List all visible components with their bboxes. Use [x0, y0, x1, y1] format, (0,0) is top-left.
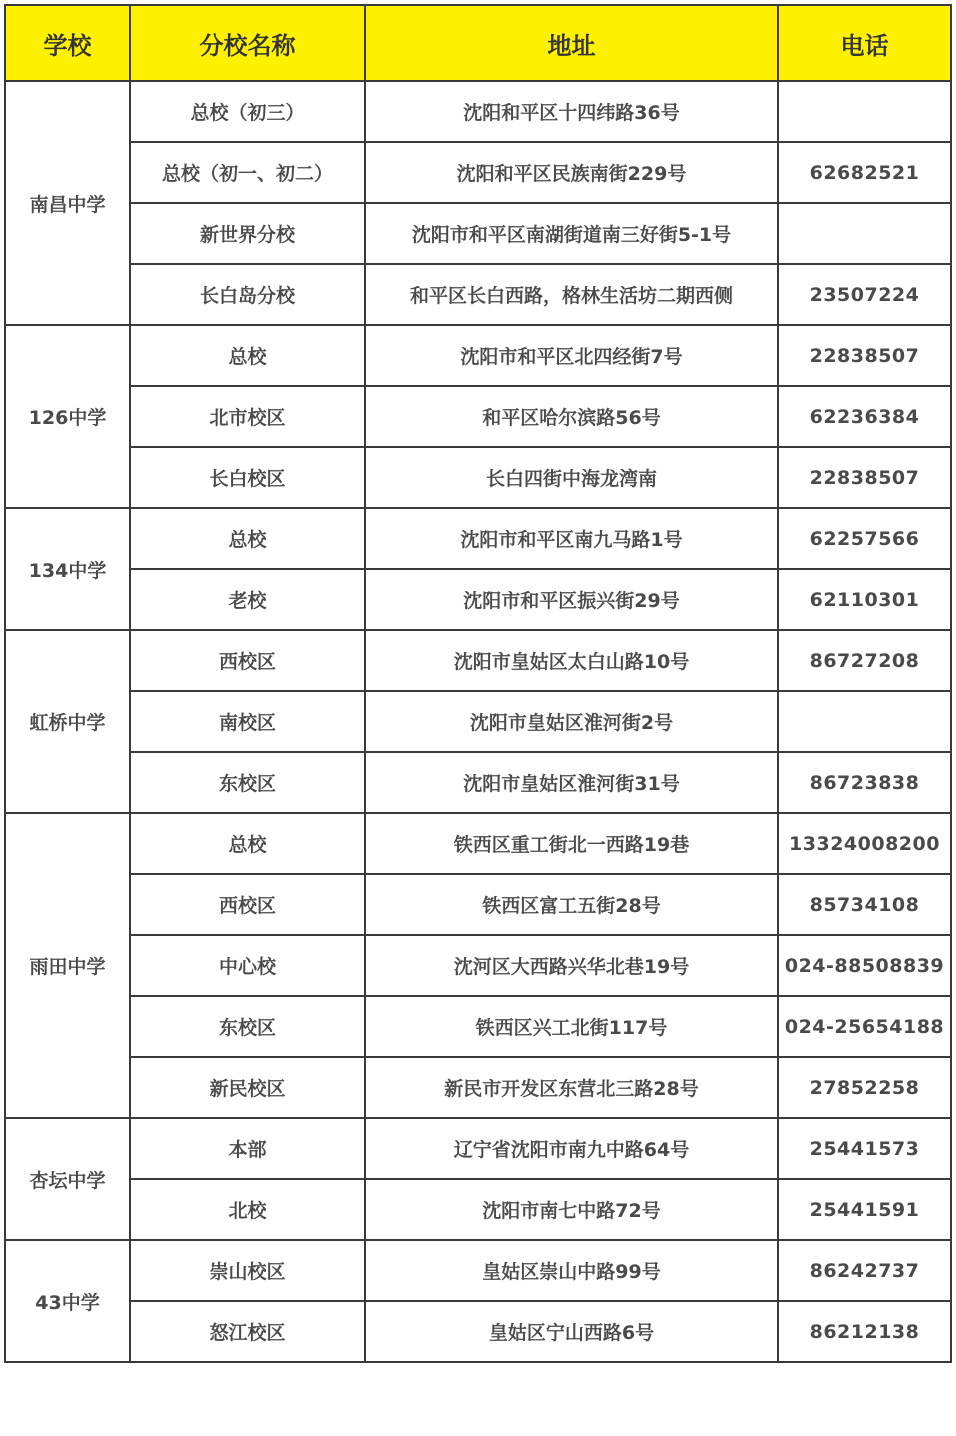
phone-cell — [778, 691, 951, 752]
phone-cell: 024-88508839 — [778, 935, 951, 996]
phone-cell: 86723838 — [778, 752, 951, 813]
branch-name-cell: 新世界分校 — [130, 203, 365, 264]
table-body — [5, 81, 951, 1362]
branch-name-cell: 北市校区 — [130, 386, 365, 447]
address-cell: 沈阳市和平区南九马路1号 — [365, 508, 778, 569]
branch-name-cell: 北校 — [130, 1179, 365, 1240]
phone-cell: 62257566 — [778, 508, 951, 569]
address-cell: 和平区哈尔滨路56号 — [365, 386, 778, 447]
branch-name-cell: 总校（初一、初二） — [130, 142, 365, 203]
branch-name-cell: 老校 — [130, 569, 365, 630]
school-name-cell: 虹桥中学 — [5, 630, 130, 813]
address-cell: 沈阳市皇姑区淮河街31号 — [365, 752, 778, 813]
branch-name-cell: 新民校区 — [130, 1057, 365, 1118]
address-cell: 皇姑区宁山西路6号 — [365, 1301, 778, 1362]
address-cell: 沈河区大西路兴华北巷19号 — [365, 935, 778, 996]
branch-name-cell: 东校区 — [130, 752, 365, 813]
table-row — [5, 752, 951, 813]
table-row — [5, 142, 951, 203]
address-cell: 沈阳和平区民族南街229号 — [365, 142, 778, 203]
address-cell: 铁西区兴工北街117号 — [365, 996, 778, 1057]
header-branch: 分校名称 — [130, 5, 365, 81]
school-name-cell: 134中学 — [5, 508, 130, 630]
phone-cell: 27852258 — [778, 1057, 951, 1118]
table-row — [5, 691, 951, 752]
table-row — [5, 874, 951, 935]
phone-cell — [778, 81, 951, 142]
table-row — [5, 508, 951, 569]
branch-name-cell: 总校 — [130, 813, 365, 874]
branch-name-cell: 长白校区 — [130, 447, 365, 508]
address-cell: 铁西区重工街北一西路19巷 — [365, 813, 778, 874]
address-cell: 沈阳市和平区南湖街道南三好街5-1号 — [365, 203, 778, 264]
branch-name-cell: 本部 — [130, 1118, 365, 1179]
phone-cell — [778, 203, 951, 264]
table-row — [5, 325, 951, 386]
school-name-cell: 43中学 — [5, 1240, 130, 1362]
header-address: 地址 — [365, 5, 778, 81]
header-phone: 电话 — [778, 5, 951, 81]
table-row — [5, 81, 951, 142]
address-cell: 新民市开发区东营北三路28号 — [365, 1057, 778, 1118]
table-row — [5, 1179, 951, 1240]
table-row — [5, 813, 951, 874]
branch-name-cell: 崇山校区 — [130, 1240, 365, 1301]
phone-cell: 62682521 — [778, 142, 951, 203]
table-row — [5, 630, 951, 691]
branch-name-cell: 东校区 — [130, 996, 365, 1057]
table-row — [5, 996, 951, 1057]
phone-cell: 13324008200 — [778, 813, 951, 874]
school-name-cell: 杏坛中学 — [5, 1118, 130, 1240]
address-cell: 皇姑区崇山中路99号 — [365, 1240, 778, 1301]
address-cell: 长白四街中海龙湾南 — [365, 447, 778, 508]
address-cell: 沈阳市和平区振兴街29号 — [365, 569, 778, 630]
address-cell: 沈阳市和平区北四经街7号 — [365, 325, 778, 386]
phone-cell: 86727208 — [778, 630, 951, 691]
address-cell: 和平区长白西路，格林生活坊二期西侧 — [365, 264, 778, 325]
branch-name-cell: 西校区 — [130, 874, 365, 935]
branch-name-cell: 南校区 — [130, 691, 365, 752]
school-name-cell: 雨田中学 — [5, 813, 130, 1118]
address-cell: 沈阳和平区十四纬路36号 — [365, 81, 778, 142]
phone-cell: 25441591 — [778, 1179, 951, 1240]
phone-cell: 62110301 — [778, 569, 951, 630]
phone-cell: 62236384 — [778, 386, 951, 447]
table-row — [5, 447, 951, 508]
school-name-cell: 南昌中学 — [5, 81, 130, 325]
branch-name-cell: 中心校 — [130, 935, 365, 996]
phone-cell: 22838507 — [778, 325, 951, 386]
table-row — [5, 935, 951, 996]
phone-cell: 22838507 — [778, 447, 951, 508]
address-cell: 沈阳市南七中路72号 — [365, 1179, 778, 1240]
branch-name-cell: 长白岛分校 — [130, 264, 365, 325]
header-row — [5, 5, 951, 81]
phone-cell: 23507224 — [778, 264, 951, 325]
table-row — [5, 569, 951, 630]
branch-name-cell: 总校 — [130, 508, 365, 569]
school-name-cell: 126中学 — [5, 325, 130, 508]
table-row — [5, 1057, 951, 1118]
table-row — [5, 264, 951, 325]
table-row — [5, 1301, 951, 1362]
header-school: 学校 — [5, 5, 130, 81]
table-row — [5, 1118, 951, 1179]
address-cell: 铁西区富工五街28号 — [365, 874, 778, 935]
branch-name-cell: 总校 — [130, 325, 365, 386]
table-row — [5, 203, 951, 264]
table-row — [5, 1240, 951, 1301]
school-table — [4, 4, 952, 1363]
phone-cell: 024-25654188 — [778, 996, 951, 1057]
phone-cell: 25441573 — [778, 1118, 951, 1179]
branch-name-cell: 西校区 — [130, 630, 365, 691]
phone-cell: 86212138 — [778, 1301, 951, 1362]
branch-name-cell: 怒江校区 — [130, 1301, 365, 1362]
phone-cell: 85734108 — [778, 874, 951, 935]
branch-name-cell: 总校（初三） — [130, 81, 365, 142]
address-cell: 沈阳市皇姑区太白山路10号 — [365, 630, 778, 691]
table-row — [5, 386, 951, 447]
address-cell: 沈阳市皇姑区淮河街2号 — [365, 691, 778, 752]
phone-cell: 86242737 — [778, 1240, 951, 1301]
address-cell: 辽宁省沈阳市南九中路64号 — [365, 1118, 778, 1179]
